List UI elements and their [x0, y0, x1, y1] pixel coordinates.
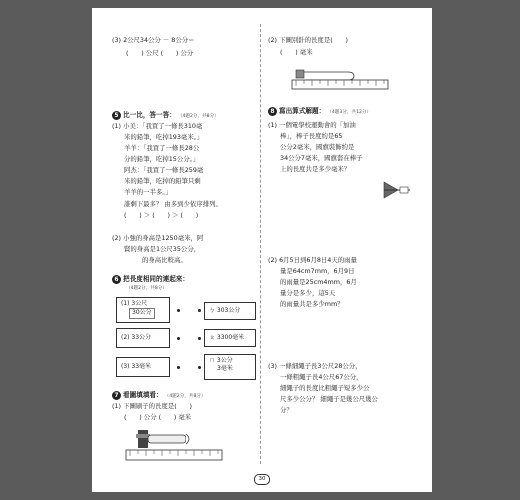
- flag-icon: [384, 182, 410, 198]
- right-q2-l0: (2) 下圖別針的長度是( ): [268, 36, 348, 44]
- match-right-3-line2: 3毫米: [217, 365, 233, 373]
- page-number: 30: [254, 474, 270, 485]
- safety-pin-icon: [296, 70, 354, 80]
- match-right-1: [204, 302, 256, 320]
- match-dot-left-1[interactable]: [177, 309, 180, 312]
- match-dot-right-2[interactable]: [198, 337, 201, 340]
- section-6-number: 6: [112, 275, 121, 284]
- match-right-2-line1: ㄆ 3300毫米: [209, 334, 245, 341]
- s7-q1-l0: (1) 下圖刷子的長度是( ): [112, 402, 192, 410]
- s5-q1-l4: 阿杰：「我買了一條長259毫: [124, 166, 204, 174]
- section-8-header: [268, 106, 371, 117]
- match-dot-left-3[interactable]: [177, 366, 180, 369]
- s8-q3-l2: 細繩子的長度比粗繩子短多少公: [280, 384, 370, 392]
- match-left-3-line1: (3) 33毫米: [121, 363, 152, 370]
- match-right-3: [204, 354, 256, 380]
- s8-q3-l1: 一條粗繩子長4公尺67公分，: [280, 373, 363, 381]
- s5-q2-l2: 的身高比較高。: [142, 256, 187, 264]
- section-7-points: （4題2分，共8分）: [164, 394, 206, 399]
- section-6-points: （4題2分，共8分）: [126, 286, 167, 291]
- section-5-header: [112, 110, 219, 121]
- s8-q1-l3: 34公分7毫米，國旗套在棒子: [280, 154, 363, 162]
- s5-q1-l3: 分的鉛筆，吃掉15公分。」: [124, 155, 200, 163]
- s8-q1-l0: (1) 一個電學校運動會的「加油: [268, 121, 356, 129]
- match-dot-left-2[interactable]: [177, 337, 180, 340]
- column-divider: [260, 24, 261, 464]
- s5-q1-l0: (1) 小美：「我買了一條長310毫: [112, 122, 203, 130]
- section-5-title: 比一比，答一答：: [123, 111, 176, 119]
- section-6-header: [112, 274, 189, 285]
- section-5-number: 5: [112, 111, 121, 120]
- match-left-1-line1: (1) 3公尺: [121, 300, 148, 307]
- match-left-1: [116, 297, 170, 323]
- match-dot-right-3[interactable]: [198, 366, 201, 369]
- s8-q1-l1: 棒」，棒子長度約是65: [280, 132, 343, 140]
- section-8-title: 寫出算式解題：: [279, 107, 326, 115]
- flag-baton-illustration: [380, 178, 412, 202]
- brush-icon: [136, 430, 189, 448]
- s8-q2-l3: 量分是多少，這5天: [280, 289, 336, 297]
- section-7-title: 看圖填填看：: [123, 391, 163, 399]
- match-right-2: [204, 329, 256, 347]
- match-dot-right-1[interactable]: [198, 309, 201, 312]
- section-8-number: 8: [268, 107, 277, 116]
- s7-q1-l1: ( ) 公分 ( ) 毫米: [124, 413, 192, 421]
- s8-q2-l0: (2) 6月5日到6月8日4天的雨量: [268, 256, 357, 264]
- s5-q1-l5: 米的鉛筆，吃掉的鉛筆只剩: [124, 177, 201, 185]
- section-8-points: （4題3分，共12分）: [327, 110, 372, 115]
- match-left-2: [116, 328, 170, 348]
- section-7-number: 7: [112, 391, 121, 400]
- match-right-1-line1: ㄅ 303公分: [209, 307, 241, 314]
- s5-q1-l2: 羊羊：「我買了一條長28公: [124, 144, 200, 152]
- section-5-points: （4題2分，共8分）: [177, 114, 219, 119]
- s8-q3-l0: (3) 一條細繩子長3公尺28公分，: [268, 362, 362, 370]
- s5-q2-l0: (2) 小強的身高是1250毫米，阿: [112, 234, 204, 242]
- pin-ruler-icon: [292, 80, 388, 89]
- match-left-1-line2: 30公分: [129, 308, 155, 318]
- s5-q1-l6: 羊羊的一半多。」: [124, 188, 172, 196]
- s8-q3-l4: 分？: [280, 406, 293, 414]
- left-q3-line1: (3) 2公尺34公分 － 8公分＝: [112, 36, 195, 44]
- s8-q3-l3: 尺多少公分？ 細繩子是幾公尺幾公: [280, 395, 378, 403]
- s5-q1-l7: 誰剩下最多？ 由多到少依序排列。: [124, 200, 222, 208]
- s5-q1-l1: 米的鉛筆，吃掉193毫米。」: [124, 133, 204, 141]
- ruler-icon: [126, 450, 222, 460]
- s8-q2-l1: 量是64cm7mm，6月9日: [280, 267, 355, 275]
- brush-ruler-illustration: [126, 428, 226, 462]
- section-6-title: 把長度相同的連起來：: [123, 275, 189, 283]
- s8-q2-l2: 的雨量是25cm4mm，6月: [280, 278, 357, 286]
- section-7-header: [112, 390, 206, 401]
- s8-q2-l4: 的雨量共是多少mm？: [280, 300, 344, 308]
- match-left-3: [116, 357, 170, 377]
- right-q2-l1: ( ) 毫米: [280, 48, 313, 56]
- s5-q2-l1: 賢的身高是1公尺35公分，: [124, 245, 201, 253]
- worksheet-page: [92, 8, 432, 492]
- match-right-3-line1: ㄇ 3公分: [209, 357, 233, 364]
- s5-q1-l8: ( ) ＞ ( ) ＞ ( ): [124, 211, 199, 219]
- s8-q1-l4: 上的長度共是多少毫米？: [280, 165, 351, 173]
- left-q3-line2: ( ) 公尺 ( ) 公分: [126, 49, 194, 57]
- s8-q1-l2: 公分2毫米，國旗裝飾約是: [280, 143, 355, 151]
- pin-ruler-illustration: [292, 66, 392, 90]
- match-left-2-line1: (2) 33公分: [121, 334, 152, 341]
